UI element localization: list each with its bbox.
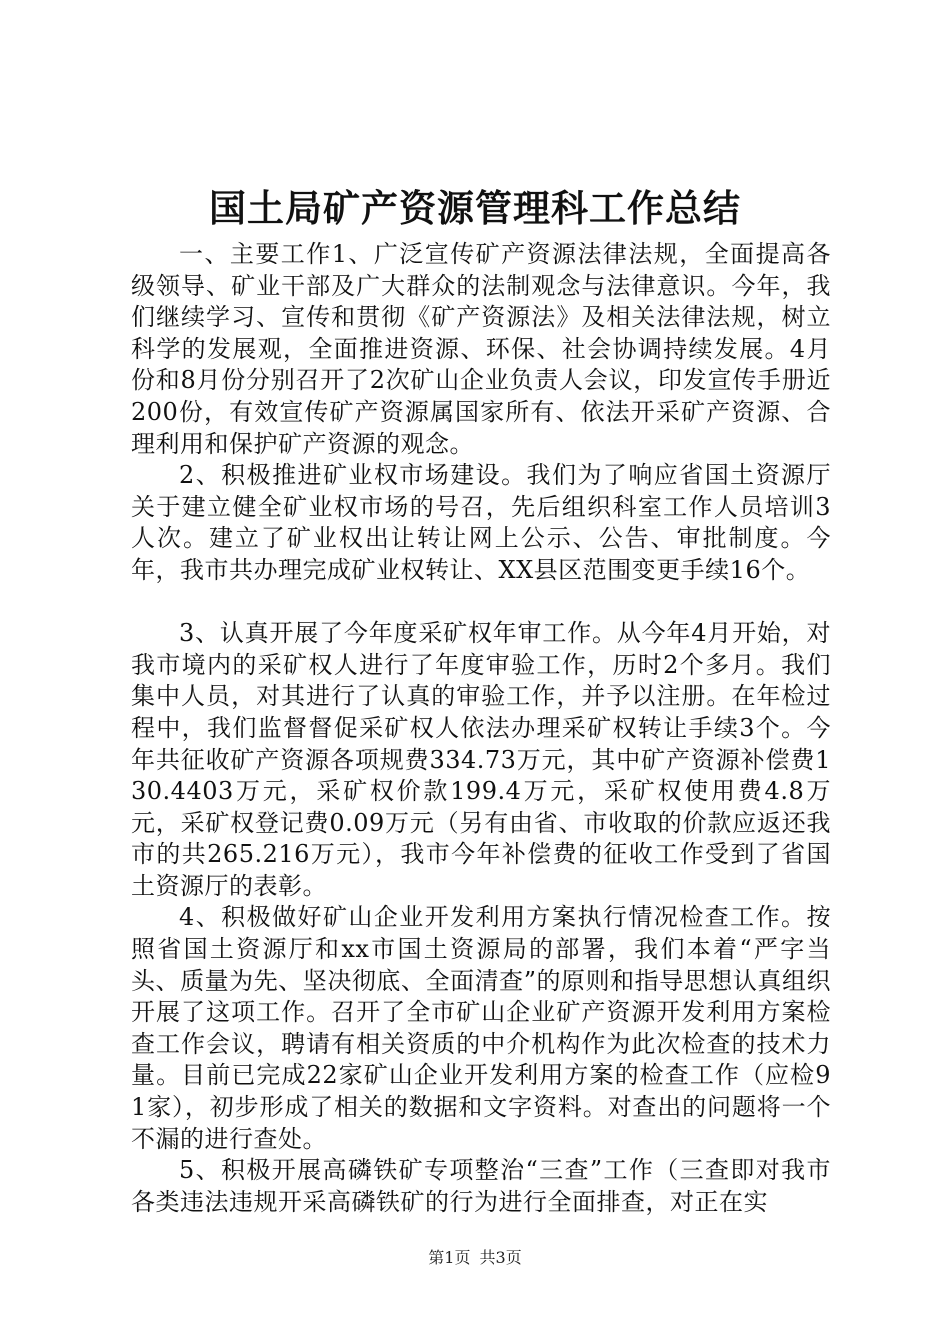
paragraph-3: 3、认真开展了今年度采矿权年审工作。从今年4月开始，对我市境内的采矿权人进行了年度审验工作，历时2个多月。我们集中人员，对其进行了认真的审验工作，并予以注册。在年检过程中，我们监督督促采矿权人依法办理采矿权转让手续3个。今年共征收矿产资源各项规费334.73万元，其中矿产资源补偿费130.4403万元，采矿权价款199.4万元，采矿权使用费4.8万元，采矿权登记费0.09万元（另有由省、市收取的价款应返还我市的共265.216万元），我市今年补偿费的征收工作受到了省国土资源厅的表彰。 (131, 619, 831, 900)
paragraph-5: 5、积极开展高磷铁矿专项整治“三查”工作（三查即对我市各类违法违规开采高磷铁矿的行为进行全面排查，对正在实 (131, 1156, 831, 1216)
paragraph-4: 4、积极做好矿山企业开发利用方案执行情况检查工作。按照省国土资源厅和xx市国土资源局的部署，我们本着“严字当头、质量为先、坚决彻底、全面清查”的原则和指导思想认真组织开展了这项工作。召开了全市矿山企业矿产资源开发利用方案检查工作会议，聘请有相关资质的中介机构作为此次检查的技术力量。目前已完成22家矿山企业开发利用方案的检查工作（应检91家），初步形成了相关的数据和文字资料。对查出的问题将一个不漏的进行查处。 (131, 903, 831, 1153)
document-body (131, 239, 831, 1218)
page-footer (0, 1247, 950, 1269)
document-title: 国土局矿产资源管理科工作总结 (209, 186, 741, 230)
page-number: 第1页 (428, 1248, 471, 1267)
page-total: 共3页 (479, 1248, 522, 1267)
paragraph-1: 一、主要工作1、广泛宣传矿产资源法律法规，全面提高各级领导、矿业干部及广大群众的法制观念与法律意识。今年，我们继续学习、宣传和贯彻《矿产资源法》及相关法律法规，树立科学的发展观，全面推进资源、环保、社会协调持续发展。4月份和8月份分别召开了2次矿山企业负责人会议，印发宣传手册近200份，有效宣传矿产资源属国家所有、依法开采矿产资源、合理利用和保护矿产资源的观念。 (131, 240, 831, 458)
paragraph-2: 2、积极推进矿业权市场建设。我们为了响应省国土资源厅关于建立健全矿业权市场的号召，先后组织科室工作人员培训3人次。建立了矿业权出让转让网上公示、公告、审批制度。今年，我市共办理完成矿业权转让、XX县区范围变更手续16个。 (131, 461, 831, 584)
